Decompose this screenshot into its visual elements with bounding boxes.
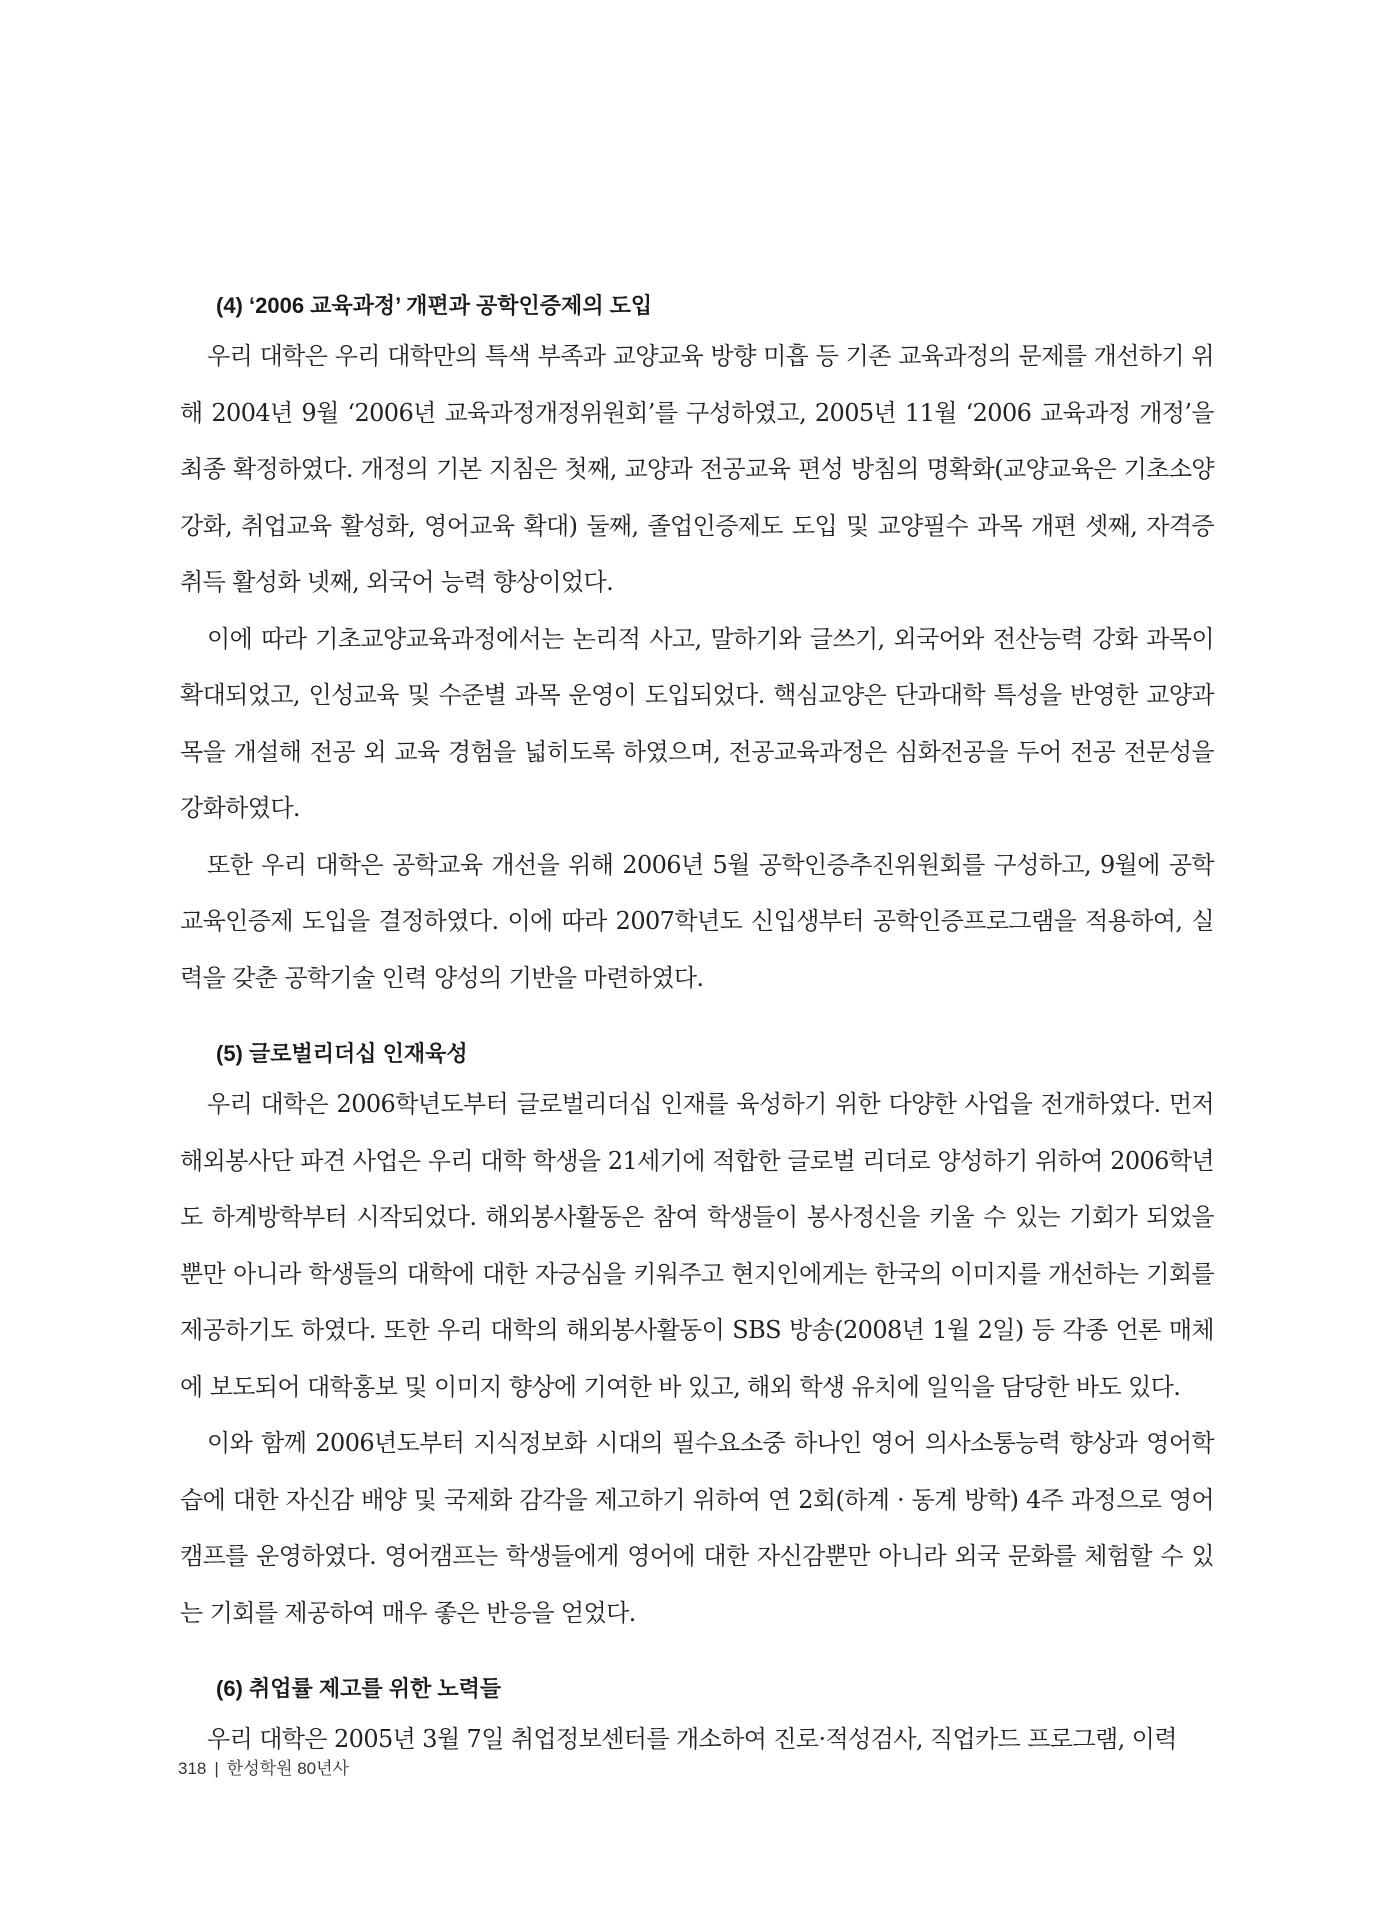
page-content — [180, 288, 1214, 1768]
page-footer — [178, 1754, 349, 1779]
book-title: 한성학원 80년사 — [226, 1759, 349, 1778]
paragraph: 이에 따라 기초교양교육과정에서는 논리적 사고, 말하기와 글쓰기, 외국어와 전산능력 강화 과목이 확대되었고, 인성교육 및 수준별 과목 운영이 도입되었다. 핵심교양은 단과대학 특성을 반영한 교양과목을 개설해 전공 외 교육 경험을 넓히도록 하였으며, 전공교육과정은 심화전공을 두어 전공 전문성을 강화하였다. — [180, 624, 1214, 822]
section-2006-curriculum — [180, 288, 1214, 1006]
paragraph: 또한 우리 대학은 공학교육 개선을 위해 2006년 5월 공학인증추진위원회를 구성하고, 9월에 공학교육인증제 도입을 결정하였다. 이에 따라 2007학년도 신입생부터 공학인증프로그램을 적용하여, 실력을 갖춘 공학기술 인력 양성의 기반을 마련하였다. — [180, 850, 1214, 992]
paragraph: 우리 대학은 2005년 3월 7일 취업정보센터를 개소하여 진로·적성검사, 직업카드 프로그램, 이력 — [207, 1725, 1177, 1753]
footer-separator: | — [214, 1759, 219, 1778]
paragraph: 이와 함께 2006년도부터 지식정보화 시대의 필수요소중 하나인 영어 의사소통능력 향상과 영어학습에 대한 자신감 배양 및 국제화 감각을 제고하기 위하여 연 2회(하계 · 동계 방학) 4주 과정으로 영어캠프를 운영하였다. 영어캠프는 학생들에게 영어에 대한 자신감뿐만 아니라 외국 문화를 체험할 수 있는 기회를 제공하여 매우 좋은 반응을 얻었다. — [180, 1429, 1214, 1627]
section-heading: (4) ‘2006 교육과정’ 개편과 공학인증제의 도입 — [216, 293, 653, 318]
paragraph: 우리 대학은 2006학년도부터 글로벌리더십 인재를 육성하기 위한 다양한 사업을 전개하였다. 먼저 해외봉사단 파견 사업은 우리 대학 학생을 21세기에 적합한 글로벌 리더로 양성하기 위하여 2006학년도 하계방학부터 시작되었다. 해외봉사활동은 참여 학생들이 봉사정신을 키울 수 있는 기회가 되었을 뿐만 아니라 학생들의 대학에 대한 자긍심을 키워주고 현지인에게는 한국의 이미지를 개선하는 기회를 제공하기도 하였다. 또한 우리 대학의 해외봉사활동이 SBS 방송(2008년 1월 2일) 등 각종 언론 매체에 보도되어 대학홍보 및 이미지 향상에 기여한 바 있고, 해외 학생 유치에 일익을 담당한 바도 있다. — [180, 1090, 1214, 1401]
section-heading: (6) 취업률 제고를 위한 노력들 — [216, 1676, 502, 1701]
page-number: 318 — [178, 1759, 207, 1778]
section-global-leadership — [180, 1036, 1214, 1641]
section-heading: (5) 글로벌리더십 인재육성 — [216, 1041, 468, 1066]
paragraph: 우리 대학은 우리 대학만의 특색 부족과 교양교육 방향 미흡 등 기존 교육과정의 문제를 개선하기 위해 2004년 9월 ‘2006년 교육과정개정위원회’를 구성하였고, 2005년 11월 ‘2006 교육과정 개정’을 최종 확정하였다. 개정의 기본 지침은 첫째, 교양과 전공교육 편성 방침의 명확화(교양교육은 기초소양 강화, 취업교육 활성화, 영어교육 확대) 둘째, 졸업인증제도 도입 및 교양필수 과목 개편 셋째, 자격증 취득 활성화 넷째, 외국어 능력 향상이었다. — [180, 342, 1214, 596]
